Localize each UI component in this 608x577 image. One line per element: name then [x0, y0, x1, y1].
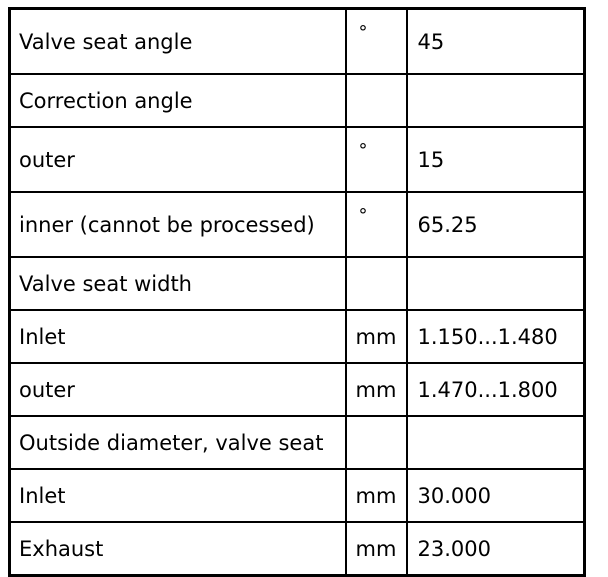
row-value: 65.25 — [407, 192, 585, 257]
row-unit: mm — [346, 469, 407, 522]
row-unit: mm — [346, 522, 407, 576]
row-value — [407, 416, 585, 469]
row-unit — [346, 416, 407, 469]
row-label: Exhaust — [10, 522, 346, 576]
row-label: Inlet — [10, 469, 346, 522]
table-row — [10, 469, 585, 522]
row-unit: mm — [346, 310, 407, 363]
row-value: 45 — [407, 9, 585, 75]
row-value: 30.000 — [407, 469, 585, 522]
row-label: inner (cannot be processed) — [10, 192, 346, 257]
row-unit: ° — [346, 9, 407, 75]
table-row — [10, 522, 585, 576]
row-unit — [346, 257, 407, 310]
row-label: Correction angle — [10, 74, 346, 127]
table-row — [10, 9, 585, 75]
table-row — [10, 416, 585, 469]
row-value: 1.470...1.800 — [407, 363, 585, 416]
row-value: 15 — [407, 127, 585, 192]
row-label: Valve seat angle — [10, 9, 346, 75]
row-value — [407, 257, 585, 310]
row-label: Valve seat width — [10, 257, 346, 310]
table-row — [10, 257, 585, 310]
row-label: Inlet — [10, 310, 346, 363]
row-value: 23.000 — [407, 522, 585, 576]
row-label: Outside diameter, valve seat — [10, 416, 346, 469]
row-label: outer — [10, 127, 346, 192]
table-row — [10, 310, 585, 363]
row-value: 1.150...1.480 — [407, 310, 585, 363]
table-row — [10, 192, 585, 257]
table-row — [10, 127, 585, 192]
row-unit: mm — [346, 363, 407, 416]
row-unit: ° — [346, 192, 407, 257]
row-unit: ° — [346, 127, 407, 192]
table-row — [10, 74, 585, 127]
valve-seat-spec-table — [8, 7, 586, 577]
row-label: outer — [10, 363, 346, 416]
row-unit — [346, 74, 407, 127]
row-value — [407, 74, 585, 127]
table-row — [10, 363, 585, 416]
